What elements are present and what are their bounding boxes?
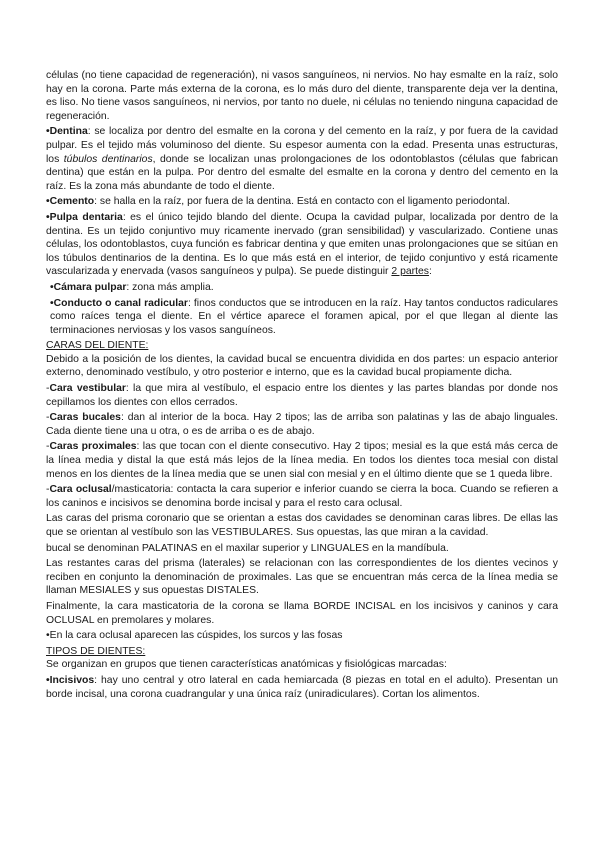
dentina-term: •Dentina: [46, 126, 88, 138]
proximales-prefix: -: [46, 441, 50, 453]
proximales-text: : las que tocan con el diente consecutivo. Hay 2 tipos; mesial es la que está más cerca de la línea media y distal la que está más lejos de la línea media. En todos los dientes toca mesial con distal menos en los dientes de la línea media que se unen sial con mesial y en el último diente que se 1 queda libre.: [46, 441, 558, 480]
cuspides-paragraph: •En la cara oclusal aparecen las cúspides, los surcos y las fosas: [46, 630, 343, 642]
bucales-paragraph: [46, 411, 558, 438]
masticatoria-paragraph: Finalmente, la cara masticatoria de la corona se llama BORDE INCISAL en los incisivos y caninos y cara OCLUSAL en premolares y molares.: [46, 600, 558, 626]
caras-heading: CARAS DEL DIENTE:: [46, 340, 149, 352]
proximales-paragraph: [46, 440, 558, 481]
bucales-prefix: -: [46, 412, 50, 424]
pulpa-end: :: [428, 266, 432, 278]
oclusal-prefix: -: [46, 484, 50, 496]
pulpa-term: •Pulpa dentaria: [46, 211, 123, 223]
conducto-text: : finos conductos que se introducen en la raíz. Hay tantos conductos radiculares como raíces tenga el diente. En el vértice aparece el foramen apical, por el que llegan al diente las terminaciones nerviosas y los vasos sanguíneos.: [50, 297, 558, 336]
camara-paragraph: [46, 281, 558, 295]
oclusal-term: Cara oclusal: [49, 484, 112, 496]
incisivos-text: : hay uno central y otro lateral en cada hemiarcada (8 piezas en total en el adulto). Presentan un borde incisal, una corona cuadrangular y una única raíz (uniradiculares). Cortan los alimentos.: [46, 674, 558, 700]
vestibular-text: : la que mira al vestíbulo, el espacio entre los dientes y las partes blandas por donde nos cepillamos los dientes con ellos cerrados.: [46, 383, 558, 408]
camara-term: •Cámara pulpar: [50, 281, 127, 293]
proximales-term: Caras proximales: [49, 441, 137, 453]
palatinas-paragraph: bucal se denominan PALATINAS en el maxilar superior y LINGUALES en la mandíbula.: [46, 542, 449, 554]
caras-libres-paragraph: Las caras del prisma coronario que se orientan a estas dos cavidades se denominan caras libres. De ellas las que se orientan al vestíbulo son las VESTIBULARES. Sus opuestas, las que miran a la cavidad.: [46, 513, 558, 538]
intro-paragraph: células (no tiene capacidad de regeneración), ni vasos sanguíneos, ni nervios. No hay esmalte en la raíz, solo hay en la corona. Parte más externa de la corona, es lo más duro del diente, transparente deja ver la dentina, es liso. No tiene vasos sanguíneos, ni nervios, por tanto no duele, ni células no teniendo ninguna capacidad de regeneración.: [46, 70, 558, 122]
dentina-text-b: , donde se localizan unas prolongaciones de los odontoblastos (células que fabrican dentina) que están en la pulpa. Por dentro del esmalte del esmalte en la corona y dentro del cemento en la raíz. Es la zona más abundante de todo el diente.: [46, 153, 558, 192]
vestibular-paragraph: [46, 382, 558, 409]
proximales-summary-paragraph: Las restantes caras del prisma (laterales) se relacionan con las correspondientes de los dientes vecinos y reciben en conjunto la denominación de proximales. Las que se encuentran más cerca de la línea media se llaman MESIALES y sus opuestas DISTALES.: [46, 558, 558, 597]
incisivos-paragraph: [46, 674, 558, 701]
cemento-term: •Cemento: [46, 196, 95, 208]
incisivos-term: •Incisivos: [46, 674, 95, 686]
pulpa-paragraph: [46, 211, 558, 279]
conducto-paragraph: [46, 297, 558, 338]
bucales-text: : dan al interior de la boca. Hay 2 tipos; las de arriba son palatinas y las de abajo linguales. Cada diente tiene una u otra, o es de arriba o es de abajo.: [46, 412, 558, 437]
bucales-term: Caras bucales: [49, 412, 121, 424]
cemento-paragraph: [46, 195, 558, 209]
dentina-italic: túbulos dentinarios: [63, 153, 153, 165]
conducto-term: •Conducto o canal radicular: [50, 297, 188, 309]
document-page: [46, 69, 558, 703]
camara-text: : zona más amplia.: [126, 281, 214, 293]
vestibular-term: Cara vestibular: [49, 383, 126, 395]
caras-intro: Debido a la posición de los dientes, la cavidad bucal se encuentra dividida en dos partes: un espacio anterior externo, denominado vestíbulo, y otro posterior e interno, que es la cavidad bucal propiamente dicha.: [46, 353, 558, 379]
dentina-paragraph: [46, 125, 558, 193]
oclusal-text: /masticatoria: contacta la cara superior e inferior cuando se cierra la boca. Cuando se refieren a los caninos e incisivos se denomina borde incisal y para el resto cara oclusal.: [46, 484, 559, 509]
cemento-text: : se halla en la raíz, por fuera de la dentina. Está en contacto con el ligamento periodontal.: [94, 196, 510, 208]
tipos-heading: TIPOS DE DIENTES:: [46, 645, 146, 657]
pulpa-two-parts: 2 partes: [391, 266, 429, 278]
dentina-text-a: : se localiza por dentro del esmalte en la corona y del cemento en la raíz, y por fuera de la cavidad pulpar. Es el tejido más voluminoso del diente. Su espesor aumenta con la edad. Presenta unas estructuras, los: [46, 126, 558, 165]
vestibular-prefix: -: [46, 383, 50, 395]
tipos-intro: Se organizan en grupos que tienen características anatómicas y fisiológicas marcadas:: [46, 659, 447, 671]
pulpa-text: : es el único tejido blando del diente. Ocupa la cavidad pulpar, localizada por dentro de la dentina. Es un tejido conjuntivo muy ricamente inervado (gran sensibilidad) y vascularizado. Contiene unas células, los odontoblastos, cuya función es fabricar dentina y que emiten unas prolongaciones que se sitúan en los túbulos dentinarios de la dentina. Es lo que más está en el interior, de tejido conjuntivo y está ricamente vascularizada y enervada (vasos sanguíneos y pulpa). Se puede distinguir: [46, 211, 558, 278]
oclusal-paragraph: [46, 483, 558, 510]
